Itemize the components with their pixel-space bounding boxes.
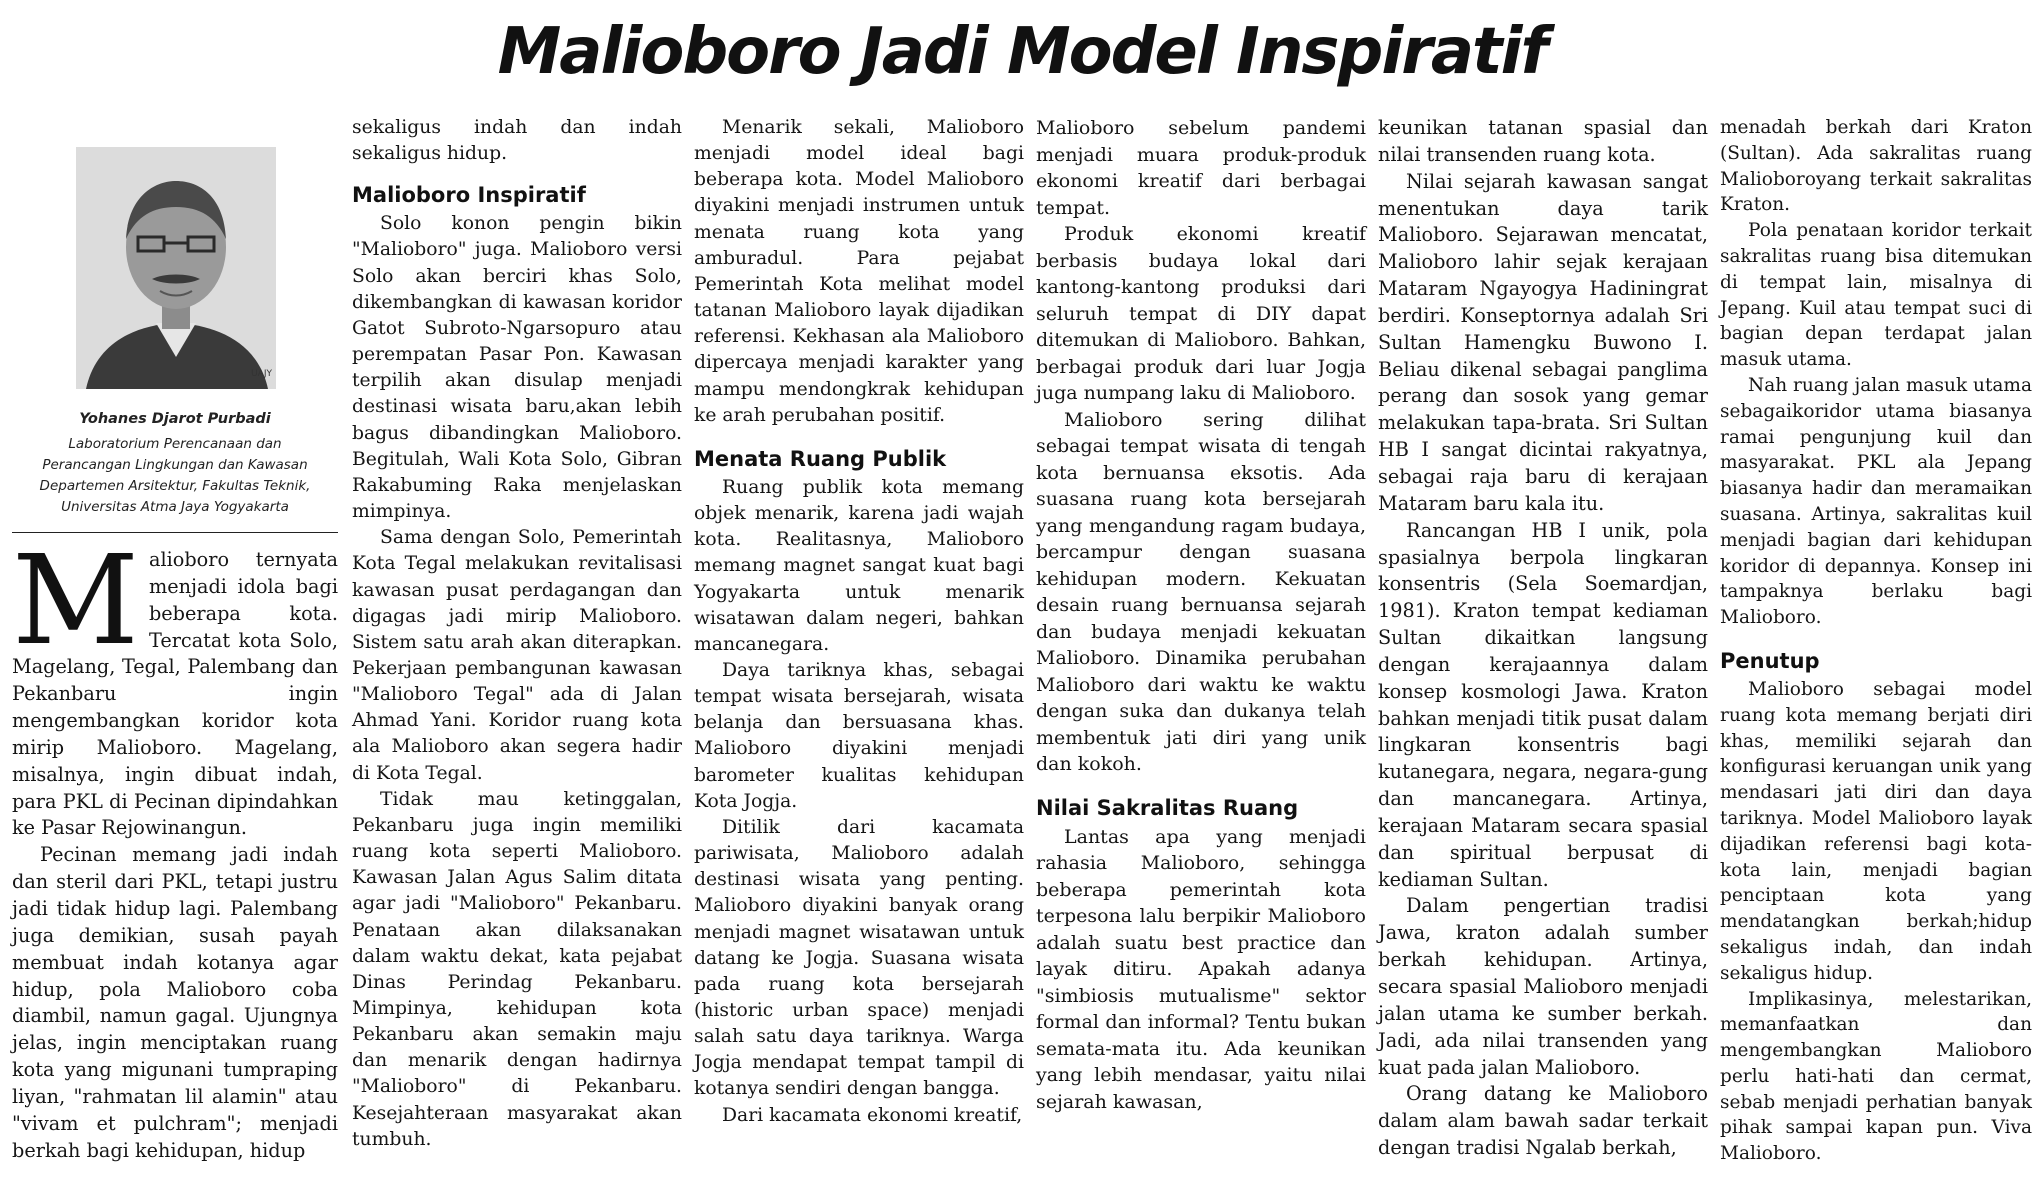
paragraph: Lantas apa yang menjadi rahasia Malioboro, sehingga beberapa pemerintah kota terpesona lalu berpikir Malioboro adalah suatu best practice dan layak ditiru. Apakah adanya "simbiosis mutualisme" sektor formal dan informal? Tentu bukan semata-mata itu. Ada keunikan yang lebih mendasar, yaitu nilai sejarah kawasan,: [1036, 825, 1366, 1113]
column-3: [694, 115, 1024, 1129]
column-1-text: [12, 529, 338, 1164]
paragraph: Pecinan memang jadi indah dan steril dari PKL, tetapi justru jadi tidak hidup lagi. Palembang juga demikian, susah payah membuat indah kotanya agar hidup, pola Malioboro coba diambil, namun gagal. Ujungnya jelas, ingin menciptakan ruang kota yang migunani tumpraping liyan, "rahmatan lil alamin" atau "vivam et pulchram"; menjadi berkah bagi kehidupan, hidup: [12, 843, 338, 1162]
column-1: [12, 115, 338, 1164]
section-heading: Menata Ruang Publik: [694, 446, 947, 471]
paragraph: Ditilik dari kacamata pariwisata, Malioboro adalah destinasi wisata yang penting. Malioboro diyakini banyak orang menjadi magnet wisatawan untuk datang ke Jogja. Suasana wisata pada ruang kota bersejarah (historic urban space) menjadi salah satu daya tariknya. Warga Jogja mendapat tempat tampil di kotanya sendiri dengan bangga.: [694, 816, 1024, 1100]
paragraph: Orang datang ke Malioboro dalam alam bawah sadar terkait dengan tradisi Ngalab berkah,: [1378, 1082, 1708, 1160]
paragraph: Sama dengan Solo, Pemerintah Kota Tegal melakukan revitalisasi kawasan pusat perdagangan dan digagas jadi mirip Malioboro. Sistem satu arah akan diterapkan. Pekerjaan pembangunan kawasan "Malioboro Tegal" ada di Jalan Ahmad Yani. Koridor ruang kota ala Malioboro akan segera hadir di Kota Tegal.: [352, 527, 682, 784]
section-heading: Malioboro Inspiratif: [352, 183, 586, 208]
paragraph: Dalam pengertian tradisi Jawa, kraton adalah sumber berkah kehidupan. Artinya, secara spasial Malioboro menjadi jalan utama ke sumber berkah. Jadi, ada nilai transenden yang kuat pada jalan Malioboro.: [1378, 894, 1708, 1079]
paragraph: Implikasinya, melestarikan, memanfaatkan dan mengembangkan Malioboro perlu hati-hati dan cermat, sebab menjadi perhatian banyak pihak sampai kapan pun. Viva Malioboro.: [1720, 988, 2032, 1165]
paragraph: Dari kacamata ekonomi kreatif,: [722, 1104, 1023, 1126]
section-heading: Penutup: [1720, 648, 1820, 673]
column-5: [1378, 115, 1708, 1162]
paragraph: Daya tariknya khas, sebagai tempat wisata bersejarah, wisata belanja dan bersuasana khas. Malioboro diyakini menjadi barometer kualitas kehidupan Kota Jogja.: [694, 659, 1024, 812]
column-6: [1720, 115, 2032, 1167]
paragraph: Tidak mau ketinggalan, Pekanbaru juga ingin memiliki ruang kota seperti Malioboro. Kawasan Jalan Agus Salim ditata agar jadi "Malioboro" Pekanbaru. Penataan akan dilaksanakan dalam waktu dekat, kata pejabat Dinas Perindag Pekanbaru. Mimpinya, kehidupan kota Pekanbaru akan semakin maju dan menarik dengan hadirnya "Malioboro" di Pekanbaru. Kesejahteraan masyarakat akan tumbuh.: [352, 788, 682, 1150]
paragraph: Menarik sekali, Malioboro menjadi model ideal bagi beberapa kota. Model Malioboro diyakini menjadi instrumen untuk menata ruang kota yang amburadul. Para pejabat Pemerintah Kota melihat model tatanan Malioboro layak dijadikan referensi. Kekhasan ala Malioboro dipercaya menjadi karakter yang mampu mendongkrak kehidupan ke arah perubahan positif.: [694, 117, 1024, 426]
author-affiliation-line: Universitas Atma Jaya Yogyakarta: [61, 499, 289, 515]
author-photo: [76, 147, 276, 389]
photo-credit: UAJY: [251, 369, 272, 380]
paragraph: Malioboro sering dilihat sebagai tempat wisata di tengah kota bernuansa eksotis. Ada suasana ruang kota bersejarah yang mengandung ragam budaya, bercampur dengan suasana kehidupan modern. Kekuatan desain ruang bernuansa sejarah dan budaya menjadi kekuatan Malioboro. Dinamika perubahan Malioboro dari waktu ke waktu dengan suka dan dukanya telah membentuk jati diri yang unik dan kokoh.: [1036, 408, 1366, 775]
column-2: [352, 115, 682, 1153]
paragraph: Ruang publik kota memang objek menarik, karena jadi wajah kota. Realitasnya, Malioboro memang magnet sangat kuat bagi Yogyakarta untuk menarik wisatawan dalam negeri, bahkan mancanegara.: [694, 476, 1024, 655]
paragraph-text: alioboro ternyata menjadi idola bagi beberapa kota. Tercatat kota Solo, Magelang, Tegal, Palembang dan Pekanbaru ingin mengembangkan koridor kota mirip Malioboro. Magelang, misalnya, ingin dibuat indah, para PKL di Pecinan dipindahkan ke Pasar Rejowinangun.: [12, 548, 338, 840]
author-box: [12, 409, 338, 518]
paragraph: Produk ekonomi kreatif berbasis budaya lokal dari kantong-kantong produksi dari seluruh tempat di DIY dapat ditemukan di Malioboro. Bahkan, berbagai produk dari luar Jogja juga numpang laku di Malioboro.: [1036, 223, 1366, 404]
paragraph: Rancangan HB I unik, pola spasialnya berpola lingkaran konsentris (Sela Soemardjan, 1981). Kraton tempat kediaman Sultan dikaitkan langsung dengan kerajaannya dalam konsep kosmologi Jawa. Kraton bahkan menjadi titik pusat dalam lingkaran konsentris bagi kutanegara, negara, negara-gung dan mancanegara. Artinya, kerajaan Mataram secara spasial dan spiritual berpusat di kediaman Sultan.: [1378, 518, 1708, 891]
portrait-image: [76, 147, 276, 389]
section-heading: Nilai Sakralitas Ruang: [1036, 795, 1299, 820]
paragraph: keunikan tatanan spasial dan nilai transenden ruang kota.: [1378, 116, 1708, 166]
author-affiliation-line: Perancangan Lingkungan dan Kawasan: [42, 457, 308, 473]
paragraph: Solo konon pengin bikin "Malioboro" juga. Malioboro versi Solo akan berciri khas Solo, dikembangkan di kawasan koridor Gatot Subroto-Ngarsopuro atau perempatan Pasar Pon. Kawasan terpilih akan disulap menjadi destinasi wisata baru,akan lebih bagus dibandingkan Malioboro. Begitulah, Wali Kota Solo, Gibran Rakabuming Raka menjelaskan mimpinya.: [352, 213, 682, 523]
paragraph: [12, 529, 338, 842]
author-name: Yohanes Djarot Purbadi: [79, 411, 271, 427]
column-4: [1036, 115, 1366, 1115]
headline: Malioboro Jadi Model Inspiratif: [497, 15, 1547, 89]
paragraph: Malioboro sebelum pandemi menjadi muara produk-produk ekonomi kreatif dari berbagai tempat.: [1036, 117, 1366, 219]
drop-cap: M: [12, 529, 139, 673]
paragraph: menadah berkah dari Kraton (Sultan). Ada sakralitas ruang Malioboroyang terkait sakralitas Kraton.: [1720, 117, 2032, 216]
paragraph: Malioboro sebagai model ruang kota memang berjati diri khas, memiliki sejarah dan konfigurasi keruangan unik yang mendasari jati diri dan daya tariknya. Model Malioboro layak dijadikan referensi bagi kota-kota lain, menjadi bagian penciptaan kota yang mendatangkan berkah;hidup sekaligus indah, dan indah sekaligus hidup.: [1720, 678, 2032, 984]
paragraph: Pola penataan koridor terkait sakralitas ruang bisa ditemukan di tempat lain, misalnya di Jepang. Kuil atau tempat suci di bagian depan terdapat jalan masuk utama.: [1720, 220, 2032, 371]
paragraph: Nah ruang jalan masuk utama sebagaikoridor utama biasanya ramai pengunjung kuil dan masyarakat. PKL ala Jepang biasanya hadir dan meramaikan suasana. Artinya, sakralitas kuil menjadi bagian dari kehidupan koridor di depannya. Konsep ini tampaknya berlaku bagi Malioboro.: [1720, 374, 2032, 629]
author-affiliation-line: Departemen Arsitektur, Fakultas Teknik,: [39, 478, 311, 494]
paragraph: Nilai sejarah kawasan sangat menentukan daya tarik Malioboro. Sejarawan mencatat, Malioboro lahir sejak kerajaan Mataram Ngayogya Hadiningrat berdiri. Konseptornya adalah Sri Sultan Hamengku Buwono I. Beliau dikenal sebagai panglima perang dan sosok yang gemar melakukan tapa-brata. Sri Sultan HB I sangat dicintai rakyatnya, sebagai raja baru di kerajaan Mataram baru kala itu.: [1378, 169, 1708, 515]
author-affiliation-line: Laboratorium Perencanaan dan: [68, 436, 282, 452]
paragraph: sekaligus indah dan indah sekaligus hidup.: [352, 117, 682, 165]
